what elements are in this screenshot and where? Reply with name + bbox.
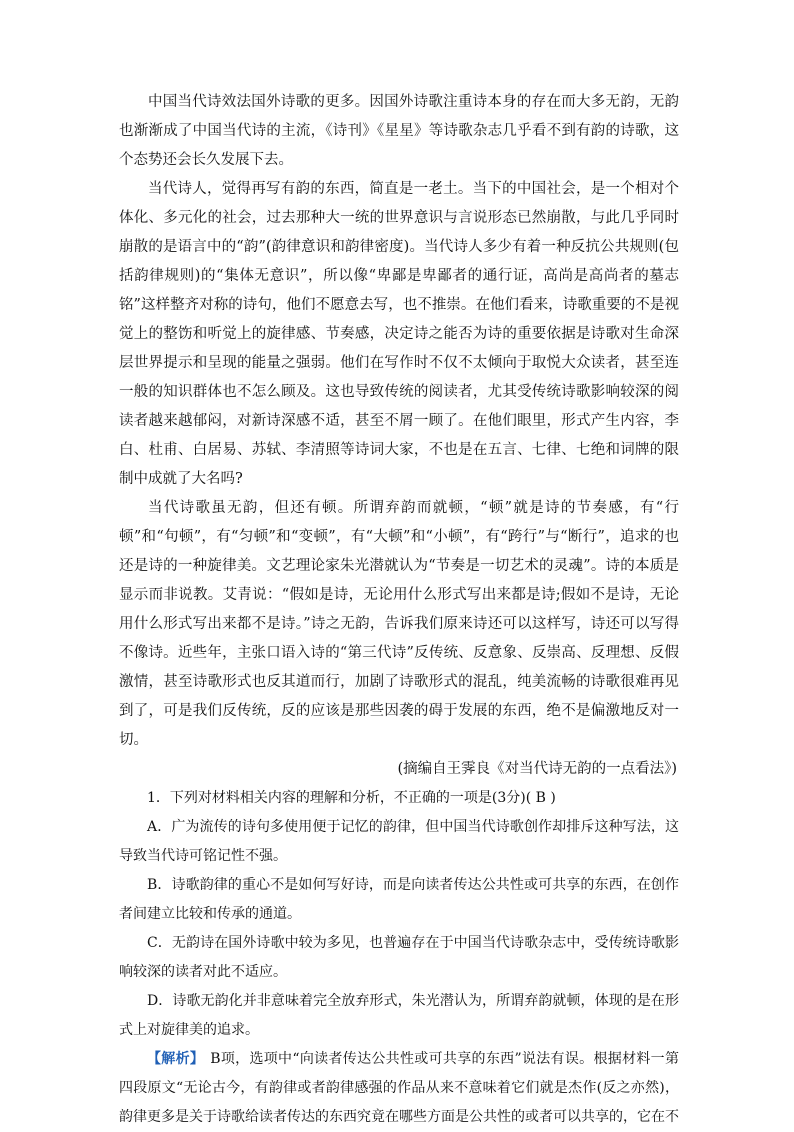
analysis-block — [119, 1045, 679, 1132]
passage-paragraph-1: 中国当代诗效法国外诗歌的更多。因国外诗歌注重诗本身的存在而大多无韵，无韵也渐渐成了中国当代诗的主流，《诗刊》《星星》等诗歌杂志几乎看不到有韵的诗歌，这个态势还会长久发展下去。 — [119, 94, 679, 168]
option-c: C．无韵诗在国外诗歌中较为多见，也普遍存在于中国当代诗歌杂志中，受传统诗歌影响较深的读者对此不适应。 — [119, 935, 679, 980]
question-stem: 1．下列对材料相关内容的理解和分析，不正确的一项是(3分)( B ) — [147, 790, 556, 806]
passage-paragraph-2: 当代诗人，觉得再写有韵的东西，简直是一老土。当下的中国社会，是一个相对个体化、多元化的社会，过去那种大一统的世界意识与言说形态已然崩散，与此几乎同时崩散的是语言中的“韵”(韵律意识和韵律密度)。当代诗人多少有着一种反抗公共规则(包括韵律规则)的“集体无意识”，所以像“卑鄙是卑鄙者的通行证，高尚是高尚者的墓志铭”这样整齐对称的诗句，他们不愿意去写，也不推崇。在他们看来，诗歌重要的不是视觉上的整饬和听觉上的旋律感、节奏感，决定诗之能否为诗的重要依据是诗歌对生命深层世界提示和呈现的能量之强弱。他们在写作时不仅不太倾向于取悦大众读者，甚至连一般的知识群体也不怎么顾及。这也导致传统的阅读者，尤其受传统诗歌影响较深的阅读者越来越郁闷，对新诗深感不适，甚至不屑一顾了。在他们眼里，形式产生内容，李白、杜甫、白居易、苏轼、李清照等诗词大家，不也是在五言、七律、七绝和词牌的限制中成就了大名吗? — [119, 181, 679, 487]
option-b: B．诗歌韵律的重心不是如何写好诗，而是向读者传达公共性或可共享的东西，在创作者间建立比较和传承的通道。 — [119, 877, 679, 922]
option-d: D．诗歌无韵化并非意味着完全放弃形式，朱光潜认为，所谓弃韵就顿，体现的是在形式上对旋律美的追求。 — [119, 993, 679, 1038]
analysis-text: B项，选项中“向读者传达公共性或可共享的东西”说法有误。根据材料一第四段原文“无论古今，有韵律或者韵律感强的作品从来不意味着它们就是杰作(反之亦然)，韵律更多是关于诗歌给读者传达的东西究竟在哪些方面是公共性的或者可以共享的，它在不 — [119, 1051, 679, 1125]
passage-paragraph-3: 当代诗歌虽无韵，但还有顿。所谓弃韵而就顿，“顿”就是诗的节奏感，有“行顿”和“句顿”，有“匀顿”和“变顿”，有“大顿”和“小顿”，有“跨行”与“断行”，追求的也还是诗的一种旋律美。文艺理论家朱光潜就认为“节奏是一切艺术的灵魂”。诗的本质是显示而非说教。艾青说：“假如是诗，无论用什么形式写出来都是诗;假如不是诗，无论用什么形式写出来都不是诗。”诗之无韵，告诉我们原来诗还可以这样写，诗还可以写得不像诗。近些年，主张口语入诗的“第三代诗”反传统、反意象、反崇高、反理想、反假激情，甚至诗歌形式也反其道而行，加剧了诗歌形式的混乱，纯美流畅的诗歌很难再见到了，可是我们反传统，反的应该是那些因袭的碍于发展的东西，绝不是偏激地反对一切。 — [119, 500, 679, 748]
option-a: A．广为流传的诗句多使用便于记忆的韵律，但中国当代诗歌创作却排斥这种写法，这导致当代诗可铭记性不强。 — [119, 819, 679, 864]
analysis-tag: 【解析】 — [147, 1051, 205, 1067]
document-page — [119, 88, 679, 1132]
passage-source: (摘编自王霁良《对当代诗无韵的一点看法》) — [397, 761, 677, 777]
